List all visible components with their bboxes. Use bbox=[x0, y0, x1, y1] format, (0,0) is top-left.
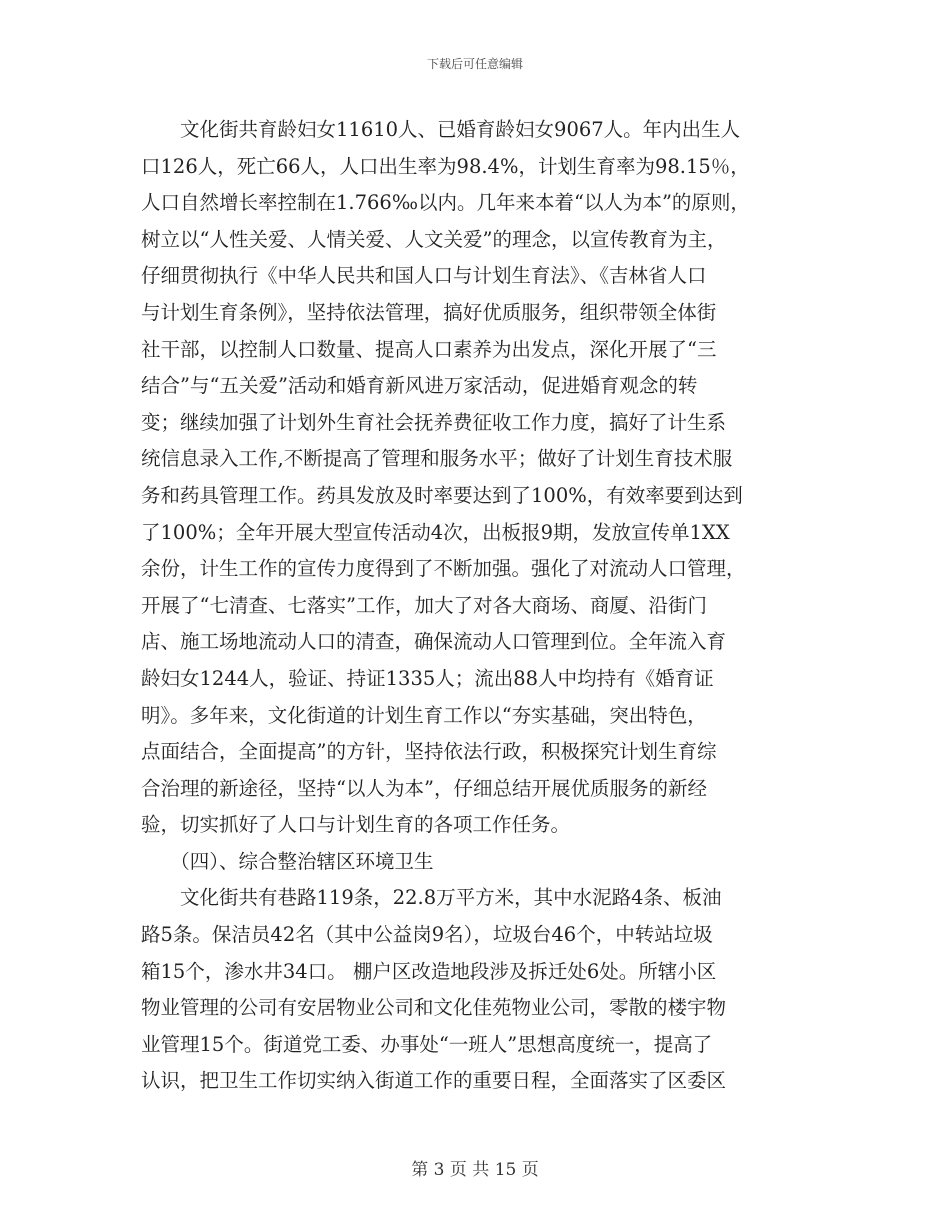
document-body bbox=[141, 112, 831, 1100]
text-line: 与计划生育条例》，坚持依法管理，搞好优质服务，组织带领全体街 bbox=[141, 300, 717, 324]
text-line: 认识，把卫生工作切实纳入街道工作的重要日程，全面落实了区委区 bbox=[141, 1069, 727, 1093]
text-line: 结合”与“五关爱”活动和婚育新风进万家活动，促进婚育观念的转 bbox=[141, 374, 698, 398]
text-line: 务和药具管理工作。药具发放及时率要达到了100%，有效率要到达到 bbox=[141, 483, 743, 507]
text-line: 业管理15个。街道党工委、办事处“一班人”思想高度统一，提高了 bbox=[141, 1032, 713, 1056]
text-line: 文化街共有巷路119条，22.8万平方米，其中水泥路4条、板油 bbox=[141, 886, 722, 910]
text-line: 物业管理的公司有安居物业公司和文化佳苑物业公司，零散的楼宇物 bbox=[141, 996, 727, 1020]
text-line: 余份，计生工作的宣传力度得到了不断加强。强化了对流动人口管理， bbox=[141, 557, 746, 581]
page-header: 下载后可任意编辑 bbox=[426, 57, 523, 71]
text-line: 口126人，死亡66人，人口出生率为98.4%，计划生育率为98.15％， bbox=[141, 154, 750, 178]
text-line: 社干部，以控制人口数量、提高人口素养为出发点，深化开展了“三 bbox=[141, 337, 717, 361]
text-line: 树立以“人性关爱、人情关爱、人文关爱”的理念，以宣传教育为主， bbox=[141, 227, 727, 251]
text-line: 统信息录入工作,不断提高了管理和服务水平；做好了计划生育技术服 bbox=[141, 447, 733, 471]
text-line: 了100%；全年开展大型宣传活动4次，出板报9期，发放宣传单1XX bbox=[141, 520, 730, 544]
text-line: 仔细贯彻执行《中华人民共和国人口与计划生育法》、《吉林省人口 bbox=[141, 264, 707, 288]
text-line: 点面结合，全面提高”的方针，坚持依法行政，积极探究计划生育综 bbox=[141, 740, 717, 764]
text-line: 路5条。保洁员42名（其中公益岗9名），垃圾台46个，中转站垃圾 bbox=[141, 923, 713, 947]
page-footer: 第 3 页 共 15 页 bbox=[411, 1160, 539, 1180]
text-line: （四）、综合整治辖区环境卫生 bbox=[141, 849, 434, 873]
text-line: 人口自然增长率控制在1.766‰以内。几年来本着“以人为本”的原则， bbox=[141, 191, 750, 215]
text-line: 开展了“七清查、七落实”工作，加大了对各大商场、商厦、沿街门 bbox=[141, 593, 707, 617]
text-line: 龄妇女1244人，验证、持证1335人；流出88人中均持有《婚育证 bbox=[141, 666, 714, 690]
text-line: 箱15个，渗水井34口。 棚户区改造地段涉及拆迁处6处。所辖小区 bbox=[141, 959, 717, 983]
text-line: 文化街共育龄妇女11610人、已婚育龄妇女9067人。年内出生人 bbox=[141, 118, 741, 141]
text-line: 店、施工场地流动人口的清查，确保流动人口管理到位。全年流入育 bbox=[141, 630, 727, 654]
text-line: 验，切实抓好了人口与计划生育的各项工作任务。 bbox=[141, 813, 571, 837]
text-line: 明》。多年来，文化街道的计划生育工作以“夯实基础，突出特色， bbox=[141, 703, 707, 727]
text-line: 变；继续加强了计划外生育社会抚养费征收工作力度，搞好了计生系 bbox=[141, 410, 727, 434]
text-line: 合治理的新途径，坚持“以人为本”，仔细总结开展优质服务的新经 bbox=[141, 776, 707, 800]
